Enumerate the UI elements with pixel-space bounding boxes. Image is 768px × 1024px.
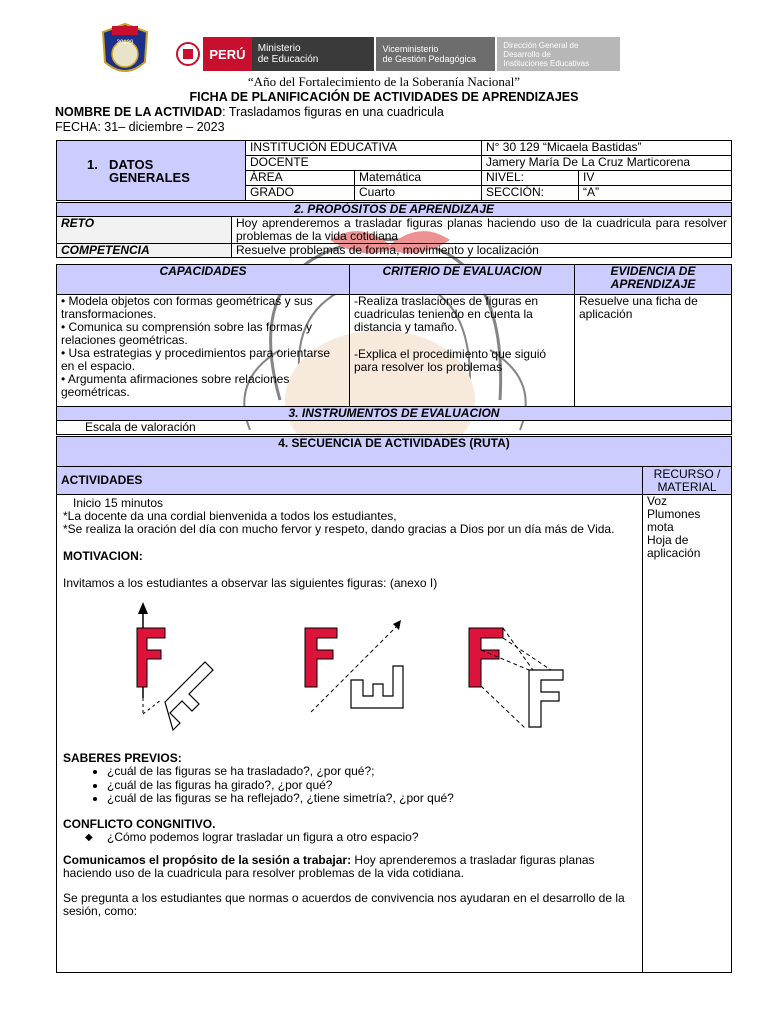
capacities-header: CAPACIDADES <box>57 265 350 295</box>
grade-value: Cuarto <box>355 186 482 201</box>
year-motto: “Año del Fortalecimiento de la Soberanía Nacional” <box>247 74 521 89</box>
prior-knowledge-title: SABERES PREVIOS: <box>63 751 182 765</box>
viceministry-name: Viceministerio de Gestión Pedagógica <box>376 37 495 71</box>
institution-value: N° 30 129 “Micaela Bastidas” <box>482 141 732 156</box>
criteria-header: CRITERIO DE EVALUACION <box>350 265 575 295</box>
activity-name-line <box>55 105 444 119</box>
purposes-heading: 2. PROPÓSITOS DE APRENDIZAJE <box>57 203 732 217</box>
capacity-item: • Modela objetos con formas geométricas y sus transformaciones. <box>61 294 313 321</box>
peru-label: PERÚ <box>203 37 252 71</box>
challenge-value: Hoy aprenderemos a trasladar figuras planas haciendo uso de la cuadricula para resolver problemas de la vida cotidiana <box>232 217 732 244</box>
purposes-table <box>56 202 732 258</box>
badge-number: 30129 <box>116 40 134 46</box>
activity-value: : Trasladamos figuras en una cuadricula <box>222 105 444 119</box>
list-item: • ¿cuál de las figuras se ha trasladado?, ¿por qué?; <box>107 765 638 779</box>
ministry-name: Ministerio de Educación <box>252 37 375 71</box>
ministry-banner <box>172 37 620 71</box>
document-title: FICHA DE PLANIFICACIÓN DE ACTIVIDADES DE APRENDIZAJES <box>189 90 579 104</box>
conflict-item: ◆ ¿Cómo podemos lograr trasladar un figura a otro espacio? <box>85 829 419 844</box>
grade-label: GRADO <box>246 186 355 201</box>
capacities-table <box>56 264 732 407</box>
capacities-list <box>57 295 350 407</box>
teacher-value: Jamery María De La Cruz Marticorena <box>482 156 732 171</box>
evidence-header: EVIDENCIA DE APRENDIZAJE <box>575 265 732 295</box>
section-label: SECCIÓN: <box>482 186 579 201</box>
diamond-bullet-icon: ◆ <box>85 831 93 843</box>
resource-item: mota <box>647 520 674 534</box>
instruments-table <box>56 406 732 435</box>
criteria-list <box>350 295 575 407</box>
start-time: Inicio 15 minutos <box>73 496 164 510</box>
motivation-title: MOTIVACION: <box>63 549 143 563</box>
criterion-item: -Explica el procedimiento que siguió para resolver los problemas <box>354 347 547 374</box>
activity-label: NOMBRE DE LA ACTIVIDAD <box>55 105 223 119</box>
school-badge-logo <box>100 22 150 80</box>
capacity-item: • Usa estrategias y procedimientos para orientarse en el espacio. <box>61 346 330 373</box>
list-item: • ¿cuál de las figuras ha girado?, ¿por qué? <box>107 779 638 793</box>
purpose-paragraph: Comunicamos el propósito de la sesión a trabajar: Hoy aprenderemos a trasladar figuras planas haciendo uso de la cuadricula para resolver problemas de la vida cotidiana. <box>63 852 595 880</box>
norms-paragraph: Se pregunta a los estudiantes que normas o acuerdos de convivencia nos ayudaran en el desarrollo de la sesión, como: <box>63 890 625 918</box>
prior-knowledge-list <box>63 765 638 806</box>
teacher-label: DOCENTE <box>246 156 482 171</box>
capacity-item: • Argumenta afirmaciones sobre relaciones geométricas. <box>61 372 290 399</box>
competence-label: COMPETENCIA <box>57 244 232 258</box>
rotated-f-figure <box>137 602 213 730</box>
direction-name: Dirección General de Desarrollo de Instituciones Educativas <box>497 37 620 71</box>
resources-list <box>643 495 732 973</box>
welcome-line: *La docente da una cordial bienvenida a todos los estudiantes, <box>63 509 397 523</box>
level-label: NIVEL: <box>482 171 579 186</box>
competence-value: Resuelve problemas de forma, movimiento y localización <box>232 244 732 258</box>
instruments-heading: 3. INSTRUMENTOS DE EVALUACION <box>57 407 732 421</box>
level-value: IV <box>579 171 732 186</box>
instruments-value: Escala de valoración <box>57 421 732 435</box>
list-item: • ¿cuál de las figuras se ha reflejado?, ¿tiene simetría?, ¿por qué? <box>107 792 638 806</box>
challenge-label: RETO <box>57 217 232 244</box>
reflected-f-figure <box>469 628 563 728</box>
resource-item: Hoja de aplicación <box>647 533 701 560</box>
sequence-heading: 4. SECUENCIA DE ACTIVIDADES (RUTA) <box>57 437 732 467</box>
transformation-figures <box>63 590 638 752</box>
peru-shield-icon <box>172 37 203 71</box>
section-value: “A” <box>579 186 732 201</box>
capacity-item: • Comunica su comprensión sobre las formas y relaciones geométricas. <box>61 320 312 347</box>
motivation-text: Invitamos a los estudiantes a observar las siguientes figuras: (anexo I) <box>63 576 438 590</box>
evidence-value: Resuelve una ficha de aplicación <box>575 295 732 407</box>
criterion-item: -Realiza traslaciones de figuras en cuadriculas teniendo en cuenta la distancia y tamaño. <box>354 294 539 334</box>
date-line: FECHA: 31– diciembre – 2023 <box>55 120 225 134</box>
resources-header: RECURSO / MATERIAL <box>643 467 732 495</box>
area-value: Matemática <box>355 171 482 186</box>
general-data-table <box>56 140 732 201</box>
area-label: ÁREA <box>246 171 355 186</box>
institution-label: INSTITUCIÓN EDUCATIVA <box>246 141 482 156</box>
translated-f-figure <box>305 620 403 712</box>
conflict-title: CONFLICTO CONGNITIVO. <box>63 816 216 831</box>
sequence-table <box>56 436 732 973</box>
prayer-line: *Se realiza la oración del día con mucho fervor y respeto, dando gracias a Dios por un día más de Vida. <box>63 522 615 536</box>
activities-body <box>57 495 643 973</box>
resource-item: Plumones <box>647 507 701 521</box>
activities-header: ACTIVIDADES <box>57 467 643 495</box>
general-data-heading: 1. DATOS GENERALES <box>57 141 246 201</box>
resource-item: Voz <box>647 494 668 508</box>
